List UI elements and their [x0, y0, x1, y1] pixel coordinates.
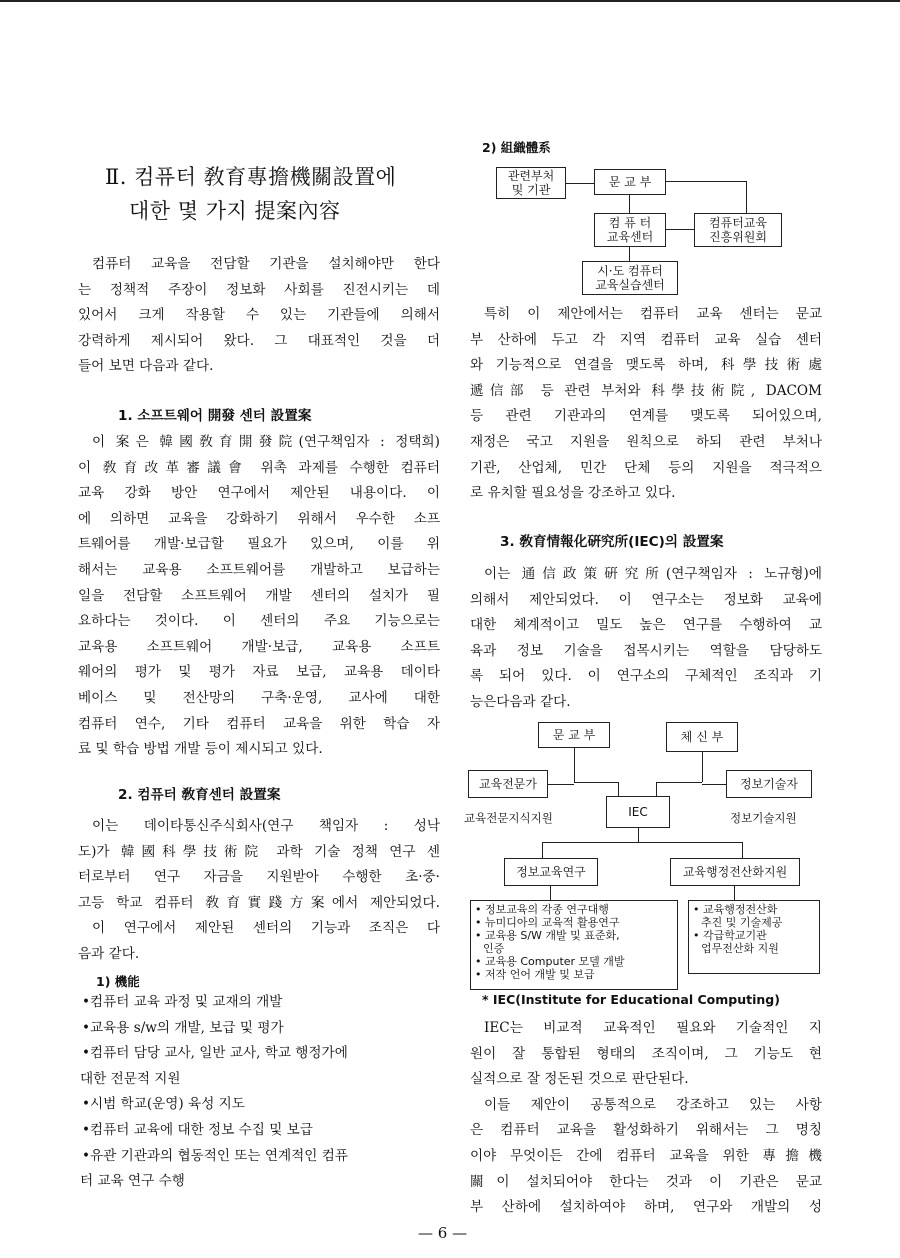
text-line: 일을 전담할 소프트웨어 개발 센터의 설치가 필	[78, 587, 440, 604]
box-label: 정보기술자	[740, 777, 798, 791]
list-item: • 저작 언어 개발 및 보급	[475, 968, 595, 981]
box-iec	[606, 796, 670, 828]
text-line: 웨어의 평가 및 평가 자료 보급, 교육용 데이타	[78, 664, 440, 681]
iec-footnote: * IEC(Institute for Educational Computing)	[482, 992, 780, 1007]
text-line: 이는 데이타통신주식회사(연구 책임자 : 성낙	[92, 818, 440, 834]
section-1-heading: 1. 소프트웨어 開發 센터 設置案	[118, 408, 312, 424]
organization-diagram	[470, 155, 822, 300]
box-promotion-committee	[694, 213, 782, 247]
text-line: 베이스 및 전산망의 구축·운영, 교사에 대한	[78, 689, 440, 706]
page-number: — 6 —	[418, 1224, 468, 1242]
text-line: 고등 학교 컴퓨터 敎育實踐方案에서 제안되었다.	[78, 894, 440, 911]
box-label: 교육전문가	[479, 777, 537, 791]
text-line: 실적으로 잘 정돈된 것으로 판단된다.	[470, 1071, 689, 1088]
box-label: 및 기관	[511, 183, 551, 197]
text-line: 들어 보면 다음과 같다.	[78, 358, 214, 375]
connector-line	[542, 842, 543, 858]
text-line: 대한 체계적이고 밀도 높은 연구를 수행하여 교	[470, 617, 822, 634]
text-line: 컴퓨터 연수, 기타 컴퓨터 교육을 위한 학습 자	[78, 715, 440, 732]
box-admin-computerization	[670, 858, 800, 886]
section-3-heading: 3. 敎育情報化硏究所(IEC)의 設置案	[500, 534, 724, 550]
list-item: •컴퓨터 교육에 대한 정보 수집 및 보급	[82, 1121, 313, 1138]
connector-line	[702, 784, 726, 785]
text-line: 있어서 크게 작용할 수 있는 기관들에 의해서	[78, 307, 440, 324]
list-item: • 교육용 S/W 개발 및 표준화,	[475, 929, 620, 942]
admin-items-box	[688, 900, 820, 974]
connector-line	[574, 782, 618, 783]
box-regional-centers	[582, 261, 678, 295]
text-line: 음과 같다.	[78, 945, 140, 962]
connector-line	[629, 247, 630, 261]
text-line: 트웨어를 개발·보급할 필요가 있으며, 이를 위	[78, 536, 440, 553]
text-line: 이야 무엇이든 간에 컴퓨터 교육을 위한 專擔機	[470, 1147, 822, 1164]
connector-line	[629, 195, 630, 215]
box-label: 교육행정전산화지원	[682, 865, 788, 879]
box-it-expert	[726, 770, 812, 798]
list-item: 추진 및 기술제공	[701, 916, 783, 929]
list-item: •컴퓨터 교육 과정 및 교재의 개발	[82, 994, 283, 1010]
section-3-paragraph	[470, 562, 822, 716]
text-line: 원이 잘 통합된 형태의 조직이며, 그 기능도 현	[470, 1045, 822, 1062]
section-2-after-paragraph	[470, 302, 822, 507]
text-line: 교육 강화 방안 연구에서 제안된 내용이다. 이	[78, 485, 440, 502]
connector-line	[656, 782, 702, 783]
research-items-box	[470, 900, 678, 990]
text-line: 로 유치할 필요성을 강조하고 있다.	[470, 485, 676, 502]
section-2-paragraph	[78, 814, 440, 968]
box-label: 컴 퓨 터	[608, 216, 652, 230]
text-line: 터로부터 연구 자금을 지원받아 수행한 초·중·	[78, 869, 440, 886]
text-line: 와 기능적으로 연결을 맺도록 하며, 科學技術處	[470, 357, 822, 374]
box-ministry-education	[594, 169, 666, 195]
text-line: 이 敎育改革審議會 위촉 과제를 수행한 컴퓨터	[78, 459, 440, 476]
sub-heading-organization: 2) 組織體系	[482, 140, 551, 155]
text-line: 교육용 소프트웨어 개발·보급, 교육용 소프트	[78, 638, 440, 655]
list-item: • 뉴미디아의 교육적 활용연구	[475, 916, 620, 929]
connector-line	[666, 229, 694, 230]
chapter-title-line-1: Ⅱ. 컴퓨터 敎育專擔機關設置에	[105, 165, 397, 189]
text-line: 재정은 국고 지원을 원칙으로 하되 관련 부처나	[470, 433, 822, 450]
section-3-after-paragraph	[470, 1016, 822, 1221]
list-item: •교육용 s/w의 개발, 보급 및 평가	[82, 1019, 284, 1036]
label-education-support: 교육전문지식지원	[464, 811, 553, 825]
text-line: 부 산하에 두고 각 지역 컴퓨터 교육 실습 센터	[470, 331, 822, 348]
connector-line	[548, 784, 574, 785]
text-line: 등 관련 기관과의 연계를 맺도록 되어있으며,	[470, 408, 822, 425]
connector-line	[742, 842, 743, 858]
text-line: 關이 설치되어야 한다는 것과 이 기관은 문교	[470, 1173, 822, 1190]
box-label: 교육센터	[606, 230, 654, 244]
text-line: 능은다음과 같다.	[470, 693, 571, 710]
top-rule	[0, 0, 900, 2]
chapter-title	[105, 160, 425, 228]
text-line: 록 되어 있다. 이 연구소의 구체적인 조직과 기	[470, 668, 822, 685]
list-item: 터 교육 연구 수행	[80, 1173, 185, 1190]
box-info-education-research	[504, 858, 598, 886]
list-item: 인증	[483, 942, 505, 955]
text-line: 요하다는 것이다. 이 센터의 주요 기능으로는	[78, 613, 440, 630]
text-line: 이 연구에서 제안된 센터의 기능과 조직은 다	[92, 920, 440, 937]
text-line: 강력하게 제시되어 왔다. 그 대표적인 것을 더	[78, 332, 440, 349]
list-item: • 교육용 Computer 모델 개발	[475, 955, 625, 968]
function-list	[82, 990, 444, 1195]
connector-line	[734, 886, 735, 900]
sub-heading-functions: 1) 機能	[96, 974, 140, 989]
box-label: 시·도 컴퓨터	[597, 264, 663, 278]
box-label: 관련부처	[507, 169, 555, 183]
connector-line	[666, 181, 746, 182]
text-line: 특히 이 제안에서는 컴퓨터 교육 센터는 문교	[484, 306, 822, 322]
text-line: 의해서 제안되었다. 이 연구소는 정보화 교육에	[470, 591, 822, 608]
connector-line	[566, 183, 594, 184]
box-computer-center	[594, 213, 666, 247]
intro-paragraph	[78, 252, 440, 380]
label-it-support: 정보기술지원	[730, 811, 797, 825]
box-label: 진흥위원회	[709, 230, 767, 244]
box-label: 컴퓨터교육	[709, 216, 767, 230]
box-education-expert	[468, 770, 548, 798]
list-item: •시범 학교(운영) 육성 지도	[82, 1096, 245, 1113]
text-line: 부 산하에 설치하여야 하며, 연구와 개발의 성	[470, 1199, 822, 1216]
connector-line	[542, 842, 742, 843]
box-ministry-education	[538, 722, 610, 748]
list-item: • 교육행정전산화	[693, 903, 778, 916]
box-ministry-communications	[666, 722, 738, 752]
iec-diagram	[460, 718, 830, 1018]
section-2-heading: 2. 컴퓨터 敎育센터 設置案	[118, 787, 281, 803]
text-line: 에 의하면 교육을 강화하기 위해서 우수한 소프	[78, 510, 440, 527]
list-item: 대한 전문적 지원	[80, 1070, 181, 1087]
list-item: • 정보교육의 각종 연구대행	[475, 903, 609, 916]
text-line: 육과 정보 기술을 접목시키는 역할을 담당하도	[470, 642, 822, 659]
box-label: 문 교 부	[552, 728, 596, 742]
box-label: 체 신 부	[680, 730, 724, 744]
text-line: 이 案은 韓國敎育開發院(연구책임자 : 정택희)	[92, 434, 440, 450]
box-label: IEC	[628, 805, 648, 819]
chapter-title-line-2: 대한 몇 가지 提案內容	[129, 199, 341, 223]
list-item: 업무전산화 지원	[701, 942, 779, 955]
box-label: 정보교육연구	[516, 865, 586, 879]
text-line: 이들 제안이 공통적으로 강조하고 있는 사항	[484, 1096, 822, 1113]
list-item: • 각급학교기관	[693, 929, 767, 942]
box-related-agencies	[496, 167, 566, 199]
connector-line	[550, 886, 551, 900]
text-line: 기관, 산업체, 민간 단체 등의 지원을 적극적으	[470, 459, 822, 476]
list-item: •유관 기관과의 협동적인 또는 연계적인 컴퓨	[82, 1147, 348, 1164]
text-line: 이는 通信政策硏究所(연구책임자 : 노규형)에	[484, 566, 822, 582]
connector-line	[638, 828, 639, 842]
box-label: 문 교 부	[608, 175, 652, 189]
text-line: 는 정책적 주장이 정보화 사회를 진전시키는 데	[78, 281, 440, 298]
connector-line	[702, 752, 703, 782]
text-line: 遞信部 등 관련 부처와 科學技術院, DACOM	[470, 382, 822, 399]
text-line: 도)가 韓國科學技術院 과학 기술 정책 연구 센	[78, 843, 440, 860]
text-line: 컴퓨터 교육을 전담할 기관을 설치해야만 한다	[92, 256, 440, 272]
list-item: •컴퓨터 담당 교사, 일반 교사, 학교 행정가에	[82, 1045, 348, 1062]
text-line: IEC는 비교적 교육적인 필요와 기술적인 지	[484, 1020, 822, 1036]
text-line: 은 컴퓨터 교육을 활성화하기 위해서는 그 명칭	[470, 1122, 822, 1139]
connector-line	[574, 748, 575, 782]
section-1-paragraph	[78, 430, 440, 763]
box-label: 교육실습센터	[595, 278, 665, 292]
text-line: 해서는 교육용 소프트웨어를 개발하고 보급하는	[78, 561, 440, 578]
text-line: 료 및 학습 방법 개발 등이 제시되고 있다.	[78, 741, 323, 758]
